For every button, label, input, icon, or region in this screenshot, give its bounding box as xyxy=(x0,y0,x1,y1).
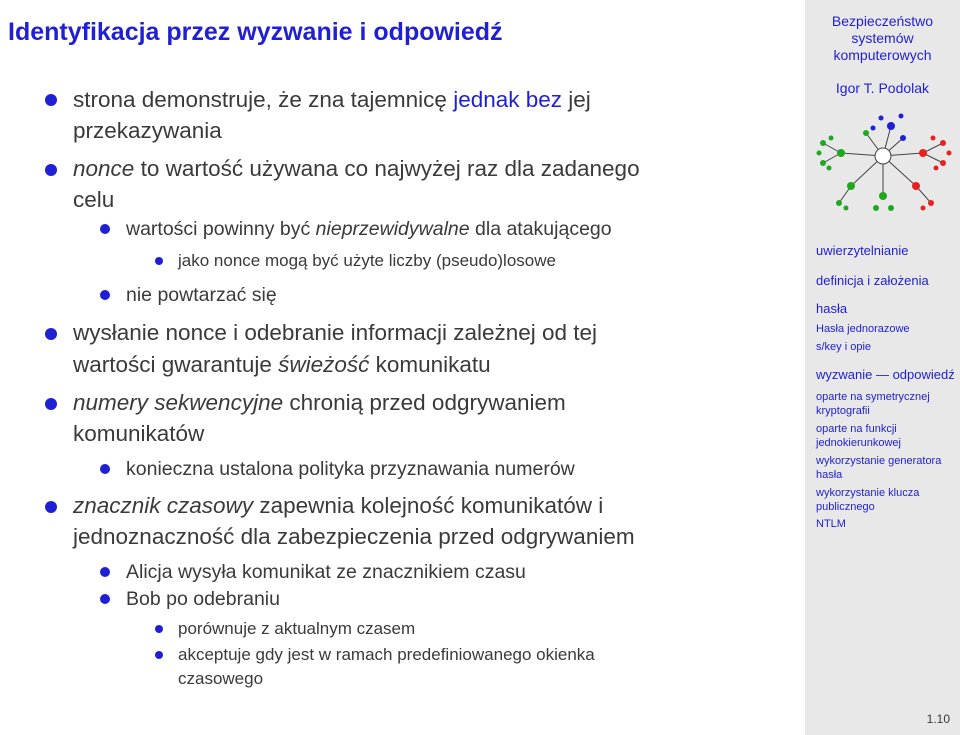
sidebar-title-line3: komputerowych xyxy=(833,47,932,63)
bullet-1-text: strona demonstruje, że zna tajemnicę xyxy=(73,87,454,112)
bullet-1-line2: przekazywania xyxy=(73,118,222,143)
bullet-dot xyxy=(45,164,57,176)
bullet-4-line2: komunikatów xyxy=(73,421,205,446)
bullet-dot xyxy=(155,651,163,659)
bullet-5-1: Alicja wysyła komunikat ze znacznikiem czasu xyxy=(126,561,526,583)
slide-title: Identyfikacja przez wyzwanie i odpowiedź xyxy=(8,18,503,46)
nav-hasla-jednorazowe[interactable]: Hasła jednorazowe xyxy=(816,323,910,335)
sidebar xyxy=(805,0,960,735)
nav-symetryczna[interactable] xyxy=(816,390,930,418)
nav-hasla[interactable]: hasła xyxy=(816,301,848,316)
bullet-4-1: konieczna ustalona polityka przyznawania numerów xyxy=(126,458,575,480)
nav-funkcja-jednokierunkowa[interactable] xyxy=(816,422,901,450)
nav-funkcja-line2: jednokierunkowej xyxy=(816,437,901,449)
bullet-3: wysłanie nonce i odebranie informacji zależnej od tej xyxy=(73,320,598,345)
nav-wyzwanie-odpowiedz[interactable]: wyzwanie — odpowiedź xyxy=(816,367,955,382)
bullet-dot xyxy=(100,594,110,604)
bullet-5-text: zapewnia kolejność komunikatów i xyxy=(253,493,604,518)
bullet-dot xyxy=(45,94,57,106)
bullet-dot xyxy=(100,290,110,300)
nav-definicja[interactable]: definicja i założenia xyxy=(816,273,929,288)
bullet-1 xyxy=(73,83,591,116)
nav-ntlm[interactable]: NTLM xyxy=(816,518,846,530)
bullet-dot xyxy=(45,328,57,340)
bullet-2-1-italic: nieprzewidywalne xyxy=(315,218,470,240)
bullet-5-line2: jednoznaczność dla zabezpieczenia przed odgrywaniem xyxy=(73,524,635,549)
sidebar-title xyxy=(805,13,960,64)
bullet-2-1-text: wartości powinny być xyxy=(126,218,316,240)
bullet-3-text-end: komunikatu xyxy=(369,352,491,377)
bullet-2-line2: celu xyxy=(73,187,115,212)
tree-logo-icon xyxy=(811,108,956,218)
bullet-dot xyxy=(100,224,110,234)
freshness-term: świeżość xyxy=(278,352,370,377)
bullet-5-2-2: akceptuje gdy jest w ramach predefiniowanego okienka xyxy=(178,645,595,664)
nav-generator-line2: hasła xyxy=(816,469,843,481)
bullet-2-1-1: jako nonce mogą być użyte liczby (pseudo)losowe xyxy=(178,251,556,270)
bullet-dot xyxy=(45,398,57,410)
bullet-2-1-text-end: dla atakującego xyxy=(469,218,612,240)
bullet-5 xyxy=(73,489,603,522)
bullet-4 xyxy=(73,386,566,419)
sequence-numbers-term: numery sekwencyjne xyxy=(73,390,284,415)
bullet-4-text: chronią przed odgrywaniem xyxy=(283,390,566,415)
nav-symetryczna-line2: kryptografii xyxy=(816,405,870,417)
bullet-2-1 xyxy=(126,215,612,243)
bullet-2-text: to wartość używana co najwyżej raz dla zadanego xyxy=(134,156,640,181)
bullet-2 xyxy=(73,152,640,185)
sidebar-title-line2: systemów xyxy=(851,30,914,46)
nav-skey-opie[interactable]: s/key i opie xyxy=(816,341,872,353)
nonce-term: nonce xyxy=(73,156,135,181)
nav-klucz-line1: wykorzystanie klucza xyxy=(816,487,920,499)
nav-uwierzytelnianie[interactable]: uwierzytelnianie xyxy=(816,243,909,258)
nav-generator-hasla[interactable] xyxy=(816,454,941,482)
sidebar-author: Igor T. Podolak xyxy=(835,80,930,96)
bullet-3-text: wartości gwarantuje xyxy=(73,352,279,377)
bullet-dot xyxy=(155,625,163,633)
bullet-1-highlight: jednak bez xyxy=(453,87,563,112)
page-number: 1.10 xyxy=(926,712,950,726)
bullet-dot xyxy=(45,501,57,513)
bullet-dot xyxy=(155,257,163,265)
nav-symetryczna-line1: oparte na symetrycznej xyxy=(816,391,930,403)
bullet-dot xyxy=(100,567,110,577)
sidebar-title-line1: Bezpieczeństwo xyxy=(831,13,934,29)
bullet-dot xyxy=(100,464,110,474)
nav-klucz-publiczny[interactable] xyxy=(816,486,919,514)
bullet-1-text-end: jej xyxy=(562,87,591,112)
nav-klucz-line2: publicznego xyxy=(816,501,875,513)
nav-generator-line1: wykorzystanie generatora xyxy=(816,455,942,467)
bullet-2-2: nie powtarzać się xyxy=(126,284,277,306)
bullet-5-2: Bob po odebraniu xyxy=(126,588,280,610)
bullet-5-2-1: porównuje z aktualnym czasem xyxy=(178,619,416,638)
bullet-5-2-2-line2: czasowego xyxy=(178,669,264,688)
timestamp-term: znacznik czasowy xyxy=(73,493,254,518)
nav-funkcja-line1: oparte na funkcji xyxy=(816,423,897,435)
bullet-3-line2 xyxy=(73,348,491,381)
